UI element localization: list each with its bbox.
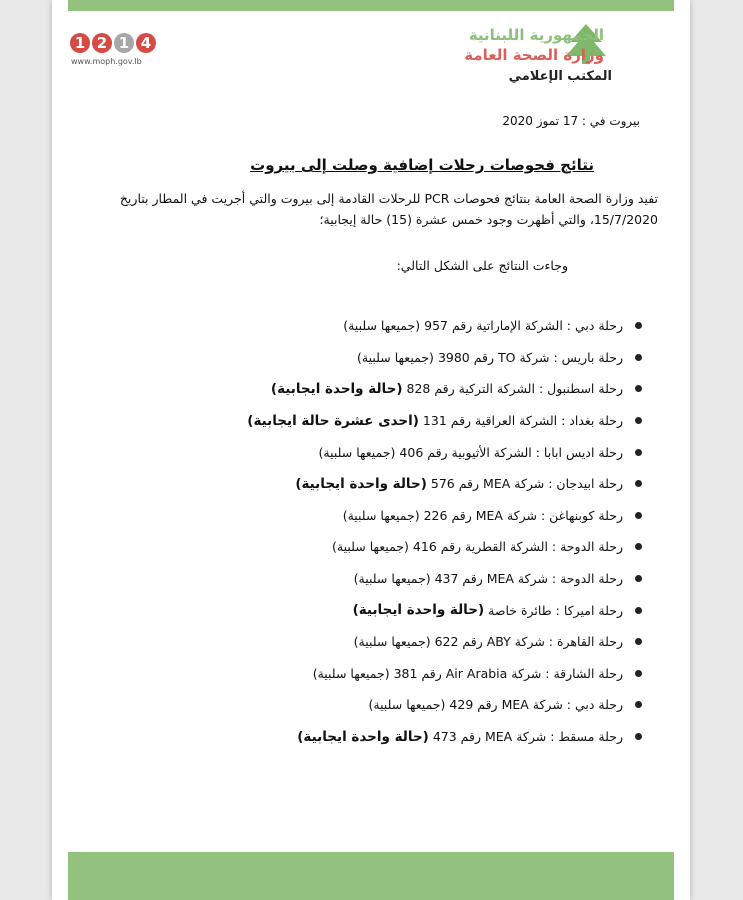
bullet-icon	[635, 449, 642, 456]
list-item	[122, 436, 642, 468]
flight-result: (جميعها سلبية)	[318, 444, 396, 460]
list-item	[122, 626, 642, 658]
document-page	[52, 0, 690, 900]
flight-results-list	[122, 310, 642, 752]
flight-result: (احدى عشرة حالة ايجابية)	[247, 412, 419, 429]
bullet-icon	[635, 670, 642, 677]
list-item	[122, 563, 642, 595]
flight-result: (جميعها سلبية)	[332, 539, 409, 555]
bullet-icon	[635, 354, 642, 361]
flight-info: رحلة الدوحة : شركة MEA رقم 437	[434, 571, 623, 587]
bullet-icon	[635, 322, 642, 329]
flight-info: رحلة كوبنهاغن : شركة MEA رقم 226	[423, 507, 623, 523]
flight-result: (حالة واحدة ايجابية)	[352, 602, 485, 619]
flight-info: رحلة اسطنبول : الشركة التركية رقم 828	[406, 381, 623, 397]
flight-info: رحلة الدوحة : الشركة القطرية رقم 416	[412, 539, 623, 555]
bullet-icon	[635, 385, 642, 392]
results-intro: وجاءت النتائج على الشكل التالي:	[396, 258, 568, 273]
bottom-green-band	[68, 852, 674, 900]
flight-info: رحلة مسقط : شركة MEA رقم 473	[432, 729, 623, 745]
flight-info: رحلة دبي : شركة MEA رقم 429	[449, 697, 623, 713]
flight-info: رحلة اميركا : طائرة خاصة	[488, 602, 623, 618]
flight-info: رحلة ابيدجان : شركة MEA رقم 576	[430, 476, 623, 492]
flight-info: رحلة بغداد : الشركة العراقية رقم 131	[422, 413, 623, 429]
list-item	[122, 721, 642, 753]
list-item	[122, 310, 642, 342]
hotline-digit: 1	[70, 33, 90, 53]
flight-result: (جميعها سلبية)	[353, 571, 431, 587]
bullet-icon	[635, 733, 642, 740]
hotline-digit: 2	[92, 33, 112, 53]
flight-result: (حالة واحدة ايجابية)	[297, 728, 429, 745]
flight-result: (جميعها سلبية)	[353, 634, 431, 650]
flight-result: (جميعها سلبية)	[343, 318, 421, 334]
bullet-icon	[635, 480, 642, 487]
flight-info: رحلة القاهرة : شركة ABY رقم 622	[434, 634, 623, 650]
list-item	[122, 373, 642, 405]
bullet-icon	[635, 417, 642, 424]
list-item	[122, 531, 642, 563]
flight-result: (حالة واحدة ايجابية)	[295, 475, 427, 492]
document-date: بيروت في : 17 تموز 2020	[502, 114, 640, 128]
bullet-icon	[635, 607, 642, 614]
republic-name: الجمهورية اللبنانية	[468, 26, 604, 44]
press-office-label: المكتب الإعلامي	[508, 69, 612, 84]
list-item	[122, 405, 642, 437]
flight-result: (جميعها سلبية)	[342, 507, 420, 523]
list-item	[122, 342, 642, 374]
list-item	[122, 594, 642, 626]
bullet-icon	[635, 701, 642, 708]
hotline-digit: 1	[114, 33, 134, 53]
flight-info: رحلة باريس : شركة TO رقم 3980	[437, 349, 623, 365]
list-item	[122, 500, 642, 532]
hotline-digit: 4	[136, 33, 156, 53]
flight-result: (حالة واحدة ايجابية)	[270, 380, 403, 397]
website-url: www.moph.gov.lb	[71, 57, 142, 66]
hotline-logo	[70, 33, 156, 53]
list-item	[122, 658, 642, 690]
flight-info: رحلة دبي : الشركة الإماراتية رقم 957	[424, 318, 623, 334]
bullet-icon	[635, 638, 642, 645]
intro-paragraph: تفيد وزارة الصحة العامة بنتائج فحوصات PCR للرحلات القادمة إلى بيروت والتي أجريت في المطار بتاريخ 15/7/2020، والتي أظهرت وجود خمس عشرة (15) حالة إيجابية؛	[119, 191, 658, 227]
bullet-icon	[635, 512, 642, 519]
document-title: نتائج فحوصات رحلات إضافية وصلت إلى بيروت	[250, 156, 594, 174]
flight-result: (جميعها سلبية)	[357, 349, 434, 365]
flight-result: (جميعها سلبية)	[312, 665, 390, 681]
flight-info: رحلة اديس ابابا : الشركة الأثيوبية رقم 406	[399, 444, 623, 460]
bullet-icon	[635, 543, 642, 550]
list-item	[122, 689, 642, 721]
flight-result: (جميعها سلبية)	[368, 697, 446, 713]
ministry-name: وزارة الصحة العامة	[464, 46, 604, 64]
bullet-icon	[635, 575, 642, 582]
list-item	[122, 468, 642, 500]
top-green-band	[68, 0, 674, 11]
flight-info: رحلة الشارقة : شركة Air Arabia رقم 381	[393, 665, 623, 681]
